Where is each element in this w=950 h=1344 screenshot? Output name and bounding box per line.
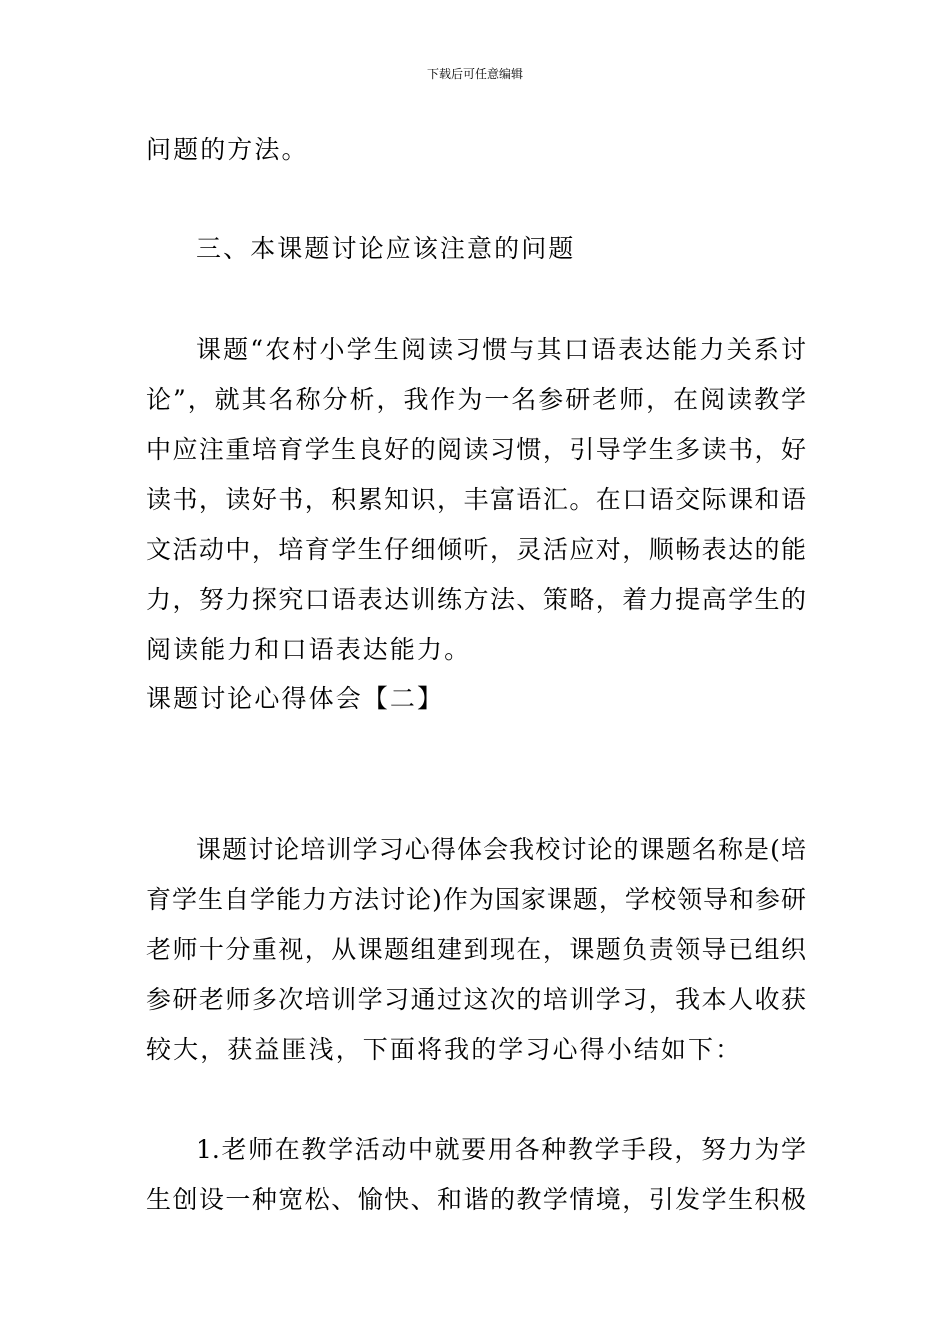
text-line: 问题的方法。 [146, 135, 309, 164]
text-line: 老师十分重视，从课题组建到现在，课题负责领导已组织 [146, 935, 806, 964]
text-line: 1.老师在教学活动中就要用各种教学手段，努力为学 [196, 1135, 806, 1164]
section-heading: 三、本课题讨论应该注意的问题 [196, 234, 576, 263]
text-line: 力，努力探究口语表达训练方法、策略，着力提高学生的 [146, 585, 806, 614]
text-line: 参研老师多次培训学习通过这次的培训学习，我本人收获 [146, 985, 806, 1014]
text-line: 读书，读好书，积累知识，丰富语汇。在口语交际课和语 [146, 485, 806, 514]
section-title: 课题讨论心得体会【二】 [146, 684, 445, 713]
text-line: 中应注重培育学生良好的阅读习惯，引导学生多读书，好 [146, 435, 806, 464]
text-line: 课题讨论培训学习心得体会我校讨论的课题名称是(培 [196, 835, 806, 864]
text-line: 较大，获益匪浅，下面将我的学习心得小结如下： [146, 1035, 743, 1064]
text-line: 育学生自学能力方法讨论)作为国家课题，学校领导和参研 [146, 885, 806, 914]
text-line: 文活动中，培育学生仔细倾听，灵活应对，顺畅表达的能 [146, 535, 806, 564]
text-line: 课题“农村小学生阅读习惯与其口语表达能力关系讨 [196, 335, 806, 364]
text-line: 阅读能力和口语表达能力。 [146, 635, 472, 664]
text-line: 生创设一种宽松、愉快、和谐的教学情境，引发学生积极 [146, 1185, 806, 1214]
page-header-note: 下载后可任意编辑 [426, 67, 523, 81]
text-line: 论”，就其名称分析，我作为一名参研老师，在阅读教学 [146, 385, 806, 414]
